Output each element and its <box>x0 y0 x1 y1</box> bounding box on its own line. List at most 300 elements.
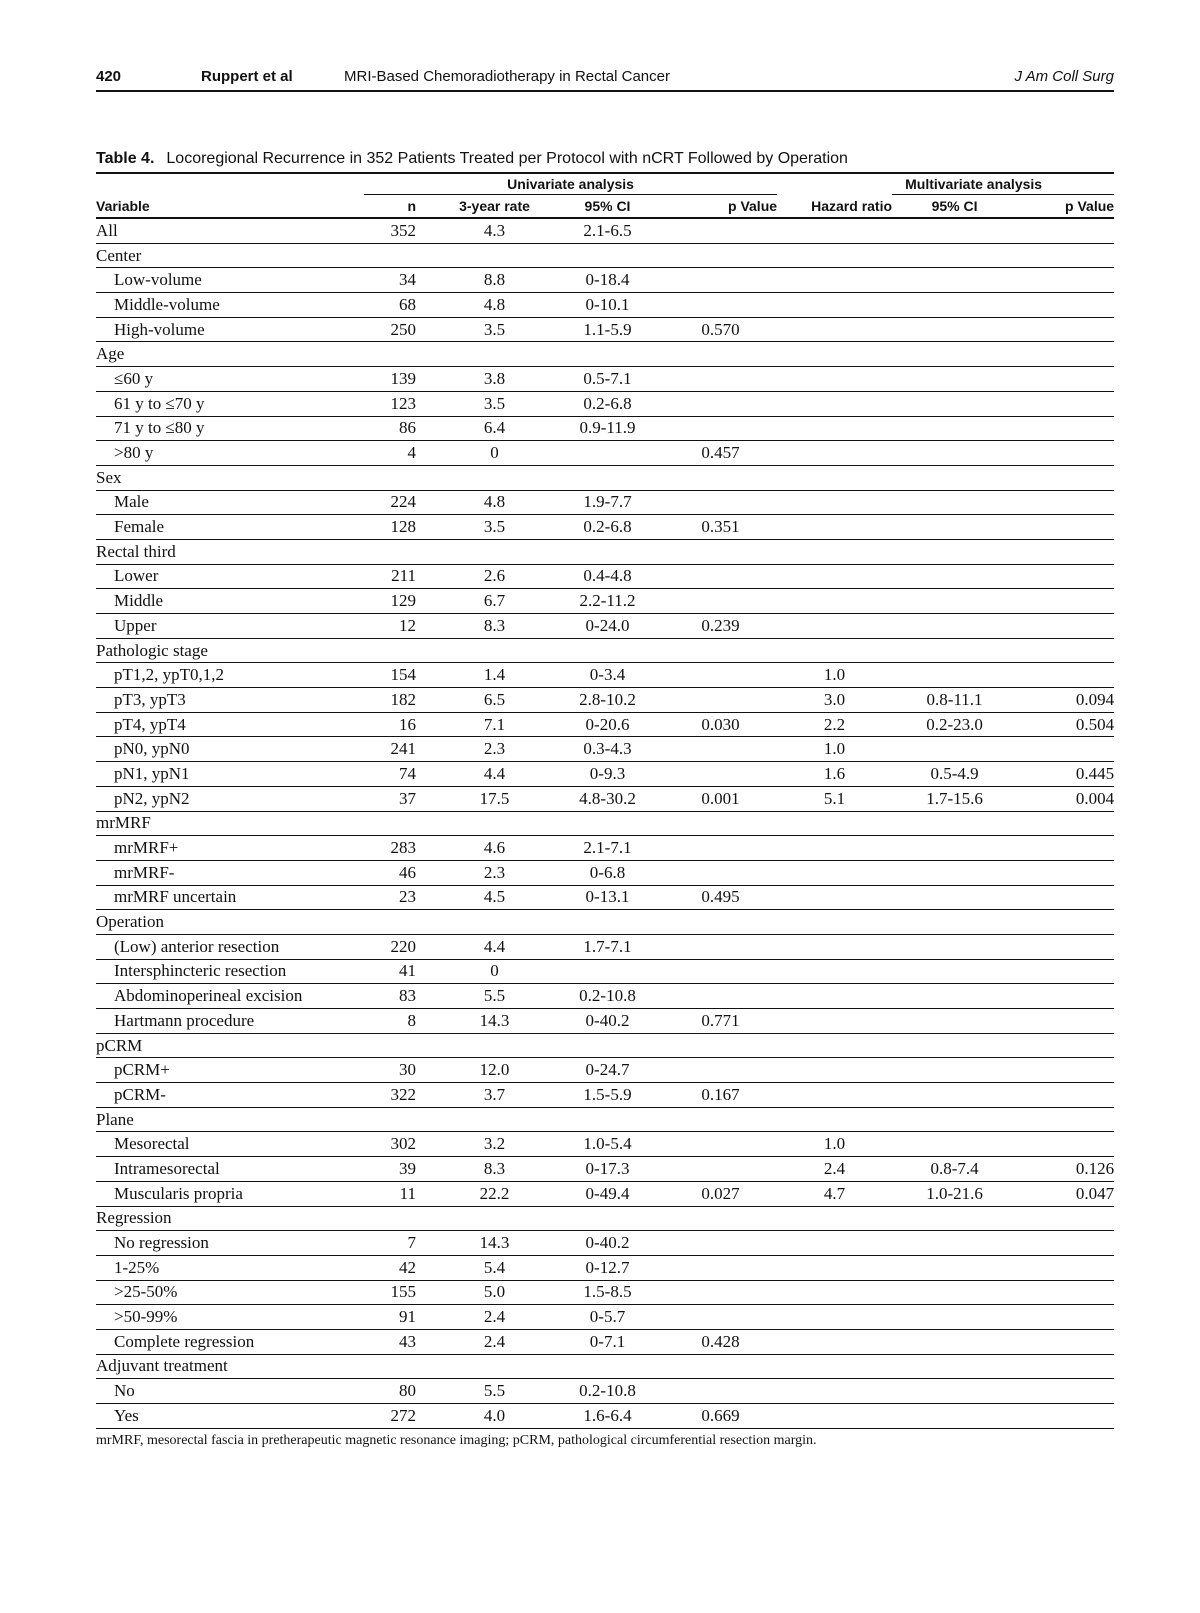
cell-n: 11 <box>364 1181 438 1206</box>
row-label: pN0, ypN0 <box>96 737 364 762</box>
cell-3-year-rate: 1.4 <box>438 663 551 688</box>
cell-multivariate-p-value <box>1017 860 1114 885</box>
table-group-row <box>96 638 1114 663</box>
row-label: Hartmann procedure <box>96 1009 364 1034</box>
cell-3-year-rate <box>438 539 551 564</box>
row-label: pN1, ypN1 <box>96 762 364 787</box>
cell-95-ci: 0-13.1 <box>551 885 664 910</box>
cell-n <box>364 465 438 490</box>
cell-p-value: 0.669 <box>664 1404 777 1429</box>
cell-3-year-rate <box>438 1206 551 1231</box>
cell-n: 211 <box>364 564 438 589</box>
cell-3-year-rate: 14.3 <box>438 1231 551 1256</box>
row-label: mrMRF uncertain <box>96 885 364 910</box>
cell-p-value <box>664 737 777 762</box>
cell-95-ci: 0-49.4 <box>551 1181 664 1206</box>
cell-95-ci <box>551 1206 664 1231</box>
cell-n: 74 <box>364 762 438 787</box>
cell-p-value <box>664 1379 777 1404</box>
table-row <box>96 885 1114 910</box>
cell-3-year-rate: 2.3 <box>438 737 551 762</box>
cell-p-value: 0.351 <box>664 515 777 540</box>
cell-95-ci: 1.0-5.4 <box>551 1132 664 1157</box>
table-row <box>96 984 1114 1009</box>
cell-3-year-rate: 7.1 <box>438 712 551 737</box>
table-row <box>96 1280 1114 1305</box>
cell-3-year-rate: 14.3 <box>438 1009 551 1034</box>
column-header-multivariate-95-ci: 95% CI <box>892 195 1017 219</box>
table-row <box>96 860 1114 885</box>
cell-95-ci: 0.9-11.9 <box>551 416 664 441</box>
column-header-p-value: p Value <box>664 195 777 219</box>
cell-multivariate-p-value <box>1017 934 1114 959</box>
cell-p-value <box>664 1033 777 1058</box>
cell-p-value <box>664 539 777 564</box>
row-label: pCRM+ <box>96 1058 364 1083</box>
table-row <box>96 1132 1114 1157</box>
cell-95-ci <box>551 959 664 984</box>
cell-multivariate-95-ci <box>892 959 1017 984</box>
cell-multivariate-p-value <box>1017 1231 1114 1256</box>
cell-hazard-ratio: 3.0 <box>777 688 892 713</box>
cell-p-value <box>664 293 777 318</box>
row-label: Male <box>96 490 364 515</box>
table-label: Table 4. <box>96 150 155 167</box>
cell-3-year-rate <box>438 910 551 935</box>
cell-p-value <box>664 589 777 614</box>
cell-95-ci: 1.5-5.9 <box>551 1083 664 1108</box>
cell-n <box>364 243 438 268</box>
cell-hazard-ratio <box>777 1206 892 1231</box>
cell-multivariate-95-ci <box>892 663 1017 688</box>
cell-hazard-ratio: 5.1 <box>777 786 892 811</box>
column-header-3-year-rate: 3-year rate <box>438 195 551 219</box>
recurrence-table <box>96 172 1114 1429</box>
cell-hazard-ratio: 4.7 <box>777 1181 892 1206</box>
cell-3-year-rate: 4.8 <box>438 490 551 515</box>
cell-multivariate-95-ci <box>892 1379 1017 1404</box>
cell-n: 352 <box>364 218 438 243</box>
cell-n: 42 <box>364 1255 438 1280</box>
cell-p-value <box>664 1305 777 1330</box>
cell-95-ci: 0.2-10.8 <box>551 984 664 1009</box>
cell-hazard-ratio <box>777 638 892 663</box>
cell-p-value <box>664 391 777 416</box>
column-header-multivariate-p-value: p Value <box>1017 195 1114 219</box>
table-row <box>96 1255 1114 1280</box>
cell-95-ci: 0-18.4 <box>551 268 664 293</box>
cell-95-ci <box>551 1033 664 1058</box>
cell-p-value <box>664 860 777 885</box>
cell-multivariate-p-value <box>1017 959 1114 984</box>
cell-95-ci: 0-10.1 <box>551 293 664 318</box>
cell-multivariate-95-ci <box>892 1033 1017 1058</box>
cell-hazard-ratio <box>777 342 892 367</box>
cell-p-value: 0.428 <box>664 1329 777 1354</box>
cell-multivariate-p-value <box>1017 638 1114 663</box>
cell-3-year-rate <box>438 1107 551 1132</box>
cell-multivariate-95-ci <box>892 1354 1017 1379</box>
cell-multivariate-95-ci <box>892 342 1017 367</box>
cell-multivariate-p-value <box>1017 984 1114 1009</box>
table-row <box>96 1181 1114 1206</box>
cell-3-year-rate <box>438 465 551 490</box>
cell-hazard-ratio <box>777 1404 892 1429</box>
cell-multivariate-95-ci <box>892 564 1017 589</box>
cell-multivariate-p-value <box>1017 1404 1114 1429</box>
cell-hazard-ratio <box>777 367 892 392</box>
cell-p-value <box>664 1107 777 1132</box>
cell-multivariate-p-value <box>1017 293 1114 318</box>
cell-p-value <box>664 1231 777 1256</box>
cell-p-value <box>664 688 777 713</box>
cell-95-ci: 0-12.7 <box>551 1255 664 1280</box>
cell-hazard-ratio <box>777 1255 892 1280</box>
cell-3-year-rate: 8.8 <box>438 268 551 293</box>
cell-95-ci: 2.8-10.2 <box>551 688 664 713</box>
cell-n <box>364 1354 438 1379</box>
cell-multivariate-95-ci <box>892 515 1017 540</box>
cell-95-ci <box>551 910 664 935</box>
cell-n: 91 <box>364 1305 438 1330</box>
cell-3-year-rate: 3.8 <box>438 367 551 392</box>
cell-p-value <box>664 490 777 515</box>
cell-p-value <box>664 934 777 959</box>
cell-hazard-ratio <box>777 317 892 342</box>
cell-3-year-rate: 6.4 <box>438 416 551 441</box>
cell-3-year-rate: 0 <box>438 959 551 984</box>
cell-n: 37 <box>364 786 438 811</box>
cell-multivariate-95-ci <box>892 1107 1017 1132</box>
table-row <box>96 564 1114 589</box>
cell-3-year-rate <box>438 243 551 268</box>
cell-p-value: 0.457 <box>664 441 777 466</box>
row-label: Complete regression <box>96 1329 364 1354</box>
cell-multivariate-95-ci <box>892 1305 1017 1330</box>
page-number: 420 <box>96 68 122 85</box>
cell-95-ci: 0-3.4 <box>551 663 664 688</box>
cell-3-year-rate: 4.6 <box>438 836 551 861</box>
cell-p-value <box>664 1132 777 1157</box>
table-row <box>96 762 1114 787</box>
cell-95-ci: 2.2-11.2 <box>551 589 664 614</box>
row-label: 1-25% <box>96 1255 364 1280</box>
row-label: Center <box>96 243 364 268</box>
cell-multivariate-95-ci <box>892 860 1017 885</box>
cell-n: 302 <box>364 1132 438 1157</box>
row-label: pCRM- <box>96 1083 364 1108</box>
table-group-header-row <box>96 173 1114 195</box>
cell-3-year-rate: 8.3 <box>438 1157 551 1182</box>
cell-p-value: 0.495 <box>664 885 777 910</box>
cell-3-year-rate: 6.7 <box>438 589 551 614</box>
cell-multivariate-p-value <box>1017 218 1114 243</box>
cell-95-ci: 1.9-7.7 <box>551 490 664 515</box>
cell-hazard-ratio <box>777 564 892 589</box>
cell-3-year-rate <box>438 638 551 663</box>
cell-multivariate-95-ci <box>892 885 1017 910</box>
cell-multivariate-95-ci <box>892 1329 1017 1354</box>
cell-multivariate-p-value <box>1017 416 1114 441</box>
cell-hazard-ratio: 2.4 <box>777 1157 892 1182</box>
cell-3-year-rate <box>438 1354 551 1379</box>
cell-hazard-ratio <box>777 959 892 984</box>
cell-multivariate-p-value <box>1017 663 1114 688</box>
table-row <box>96 589 1114 614</box>
row-label: Plane <box>96 1107 364 1132</box>
cell-n: 4 <box>364 441 438 466</box>
cell-95-ci: 0-40.2 <box>551 1231 664 1256</box>
cell-multivariate-95-ci <box>892 490 1017 515</box>
cell-3-year-rate: 5.4 <box>438 1255 551 1280</box>
cell-multivariate-95-ci <box>892 1009 1017 1034</box>
cell-p-value <box>664 367 777 392</box>
cell-n: 39 <box>364 1157 438 1182</box>
cell-n: 129 <box>364 589 438 614</box>
table-group-row <box>96 465 1114 490</box>
cell-multivariate-p-value <box>1017 342 1114 367</box>
cell-95-ci: 0.3-4.3 <box>551 737 664 762</box>
row-label: Pathologic stage <box>96 638 364 663</box>
cell-hazard-ratio <box>777 1280 892 1305</box>
cell-multivariate-p-value: 0.504 <box>1017 712 1114 737</box>
cell-hazard-ratio <box>777 441 892 466</box>
cell-hazard-ratio <box>777 391 892 416</box>
cell-n: 41 <box>364 959 438 984</box>
table-row <box>96 441 1114 466</box>
cell-3-year-rate: 22.2 <box>438 1181 551 1206</box>
cell-hazard-ratio <box>777 1354 892 1379</box>
cell-multivariate-95-ci <box>892 1083 1017 1108</box>
cell-p-value <box>664 1058 777 1083</box>
cell-multivariate-p-value <box>1017 737 1114 762</box>
table-row <box>96 317 1114 342</box>
cell-n: 16 <box>364 712 438 737</box>
cell-95-ci <box>551 539 664 564</box>
table-row <box>96 1009 1114 1034</box>
table-row <box>96 836 1114 861</box>
cell-multivariate-95-ci <box>892 1206 1017 1231</box>
cell-multivariate-95-ci <box>892 367 1017 392</box>
cell-95-ci <box>551 441 664 466</box>
cell-p-value <box>664 984 777 1009</box>
table-body <box>96 218 1114 1428</box>
column-header-hazard-ratio: Hazard ratio <box>777 195 892 219</box>
cell-3-year-rate: 0 <box>438 441 551 466</box>
cell-multivariate-95-ci <box>892 218 1017 243</box>
cell-multivariate-p-value <box>1017 243 1114 268</box>
cell-hazard-ratio <box>777 811 892 836</box>
cell-multivariate-95-ci <box>892 243 1017 268</box>
cell-multivariate-p-value: 0.004 <box>1017 786 1114 811</box>
row-label: pCRM <box>96 1033 364 1058</box>
cell-multivariate-p-value <box>1017 515 1114 540</box>
cell-95-ci: 0-20.6 <box>551 712 664 737</box>
table-row <box>96 959 1114 984</box>
cell-multivariate-95-ci <box>892 416 1017 441</box>
cell-n: 322 <box>364 1083 438 1108</box>
cell-95-ci <box>551 243 664 268</box>
table-row <box>96 1157 1114 1182</box>
table-row <box>96 614 1114 639</box>
running-head <box>96 68 1114 92</box>
cell-95-ci: 1.1-5.9 <box>551 317 664 342</box>
row-label: Mesorectal <box>96 1132 364 1157</box>
cell-multivariate-p-value <box>1017 1083 1114 1108</box>
cell-n: 7 <box>364 1231 438 1256</box>
cell-multivariate-95-ci <box>892 836 1017 861</box>
cell-n: 30 <box>364 1058 438 1083</box>
cell-n <box>364 1107 438 1132</box>
table-group-row <box>96 1206 1114 1231</box>
cell-multivariate-p-value: 0.126 <box>1017 1157 1114 1182</box>
row-label: Middle-volume <box>96 293 364 318</box>
table-row <box>96 416 1114 441</box>
cell-multivariate-95-ci <box>892 268 1017 293</box>
table-row <box>96 786 1114 811</box>
row-label: >80 y <box>96 441 364 466</box>
cell-multivariate-p-value <box>1017 1280 1114 1305</box>
table-row <box>96 1305 1114 1330</box>
table-row <box>96 391 1114 416</box>
cell-n: 12 <box>364 614 438 639</box>
cell-3-year-rate: 4.8 <box>438 293 551 318</box>
cell-p-value <box>664 910 777 935</box>
cell-hazard-ratio: 1.0 <box>777 663 892 688</box>
cell-multivariate-p-value <box>1017 1379 1114 1404</box>
cell-95-ci: 1.7-7.1 <box>551 934 664 959</box>
cell-hazard-ratio: 1.6 <box>777 762 892 787</box>
cell-95-ci: 0-17.3 <box>551 1157 664 1182</box>
cell-multivariate-p-value <box>1017 836 1114 861</box>
table-group-row <box>96 811 1114 836</box>
row-label: Female <box>96 515 364 540</box>
cell-n: 272 <box>364 1404 438 1429</box>
row-label: No <box>96 1379 364 1404</box>
cell-multivariate-95-ci: 1.0-21.6 <box>892 1181 1017 1206</box>
cell-hazard-ratio <box>777 589 892 614</box>
row-label: pN2, ypN2 <box>96 786 364 811</box>
cell-3-year-rate <box>438 1033 551 1058</box>
cell-p-value <box>664 1206 777 1231</box>
cell-3-year-rate: 3.5 <box>438 515 551 540</box>
cell-p-value <box>664 663 777 688</box>
cell-multivariate-95-ci <box>892 539 1017 564</box>
cell-n: 128 <box>364 515 438 540</box>
cell-p-value <box>664 243 777 268</box>
cell-3-year-rate: 5.0 <box>438 1280 551 1305</box>
row-label: pT1,2, ypT0,1,2 <box>96 663 364 688</box>
cell-3-year-rate: 3.7 <box>438 1083 551 1108</box>
cell-multivariate-95-ci <box>892 1231 1017 1256</box>
row-label: mrMRF+ <box>96 836 364 861</box>
cell-hazard-ratio <box>777 515 892 540</box>
cell-95-ci: 1.5-8.5 <box>551 1280 664 1305</box>
table-row <box>96 515 1114 540</box>
cell-hazard-ratio <box>777 1329 892 1354</box>
cell-multivariate-95-ci: 0.8-7.4 <box>892 1157 1017 1182</box>
cell-95-ci: 0-9.3 <box>551 762 664 787</box>
cell-multivariate-p-value <box>1017 268 1114 293</box>
row-label: mrMRF- <box>96 860 364 885</box>
column-header-variable: Variable <box>96 195 364 219</box>
cell-p-value: 0.239 <box>664 614 777 639</box>
cell-multivariate-p-value <box>1017 1305 1114 1330</box>
cell-p-value <box>664 342 777 367</box>
row-label: Sex <box>96 465 364 490</box>
table-caption <box>96 150 1114 168</box>
cell-multivariate-95-ci <box>892 984 1017 1009</box>
cell-95-ci: 0.2-10.8 <box>551 1379 664 1404</box>
cell-hazard-ratio: 1.0 <box>777 1132 892 1157</box>
row-label: >25-50% <box>96 1280 364 1305</box>
cell-n <box>364 1206 438 1231</box>
cell-multivariate-p-value <box>1017 1354 1114 1379</box>
cell-3-year-rate: 12.0 <box>438 1058 551 1083</box>
column-header-95-ci: 95% CI <box>551 195 664 219</box>
table-group-row <box>96 1354 1114 1379</box>
cell-hazard-ratio <box>777 1009 892 1034</box>
cell-n: 123 <box>364 391 438 416</box>
cell-3-year-rate: 8.3 <box>438 614 551 639</box>
cell-hazard-ratio <box>777 1033 892 1058</box>
cell-n: 283 <box>364 836 438 861</box>
cell-95-ci: 0-6.8 <box>551 860 664 885</box>
cell-n: 23 <box>364 885 438 910</box>
row-label: Intersphincteric resection <box>96 959 364 984</box>
row-label: Abdominoperineal excision <box>96 984 364 1009</box>
table-group-row <box>96 243 1114 268</box>
table-title: Locoregional Recurrence in 352 Patients Treated per Protocol with nCRT Followed by Operation <box>166 150 848 167</box>
cell-95-ci: 2.1-6.5 <box>551 218 664 243</box>
cell-hazard-ratio <box>777 984 892 1009</box>
cell-multivariate-95-ci <box>892 1280 1017 1305</box>
cell-95-ci: 0-24.0 <box>551 614 664 639</box>
cell-n: 83 <box>364 984 438 1009</box>
cell-p-value: 0.167 <box>664 1083 777 1108</box>
cell-n <box>364 811 438 836</box>
cell-multivariate-95-ci: 0.2-23.0 <box>892 712 1017 737</box>
cell-multivariate-95-ci <box>892 934 1017 959</box>
cell-p-value <box>664 1255 777 1280</box>
journal-name: J Am Coll Surg <box>1014 68 1114 85</box>
cell-hazard-ratio <box>777 910 892 935</box>
cell-3-year-rate: 2.4 <box>438 1329 551 1354</box>
cell-multivariate-95-ci <box>892 910 1017 935</box>
cell-multivariate-p-value <box>1017 910 1114 935</box>
cell-95-ci <box>551 342 664 367</box>
cell-3-year-rate: 3.2 <box>438 1132 551 1157</box>
cell-hazard-ratio <box>777 860 892 885</box>
cell-hazard-ratio <box>777 1305 892 1330</box>
cell-multivariate-p-value <box>1017 1255 1114 1280</box>
cell-multivariate-p-value <box>1017 490 1114 515</box>
table-row <box>96 367 1114 392</box>
row-label: mrMRF <box>96 811 364 836</box>
row-label: Age <box>96 342 364 367</box>
cell-3-year-rate: 4.0 <box>438 1404 551 1429</box>
cell-3-year-rate: 2.6 <box>438 564 551 589</box>
cell-n: 224 <box>364 490 438 515</box>
table-row <box>96 1404 1114 1429</box>
cell-hazard-ratio <box>777 1058 892 1083</box>
cell-multivariate-95-ci <box>892 1132 1017 1157</box>
table-row <box>96 1231 1114 1256</box>
cell-p-value <box>664 218 777 243</box>
running-head-title: MRI-Based Chemoradiotherapy in Rectal Cancer <box>344 68 670 85</box>
cell-p-value: 0.027 <box>664 1181 777 1206</box>
cell-multivariate-p-value <box>1017 614 1114 639</box>
